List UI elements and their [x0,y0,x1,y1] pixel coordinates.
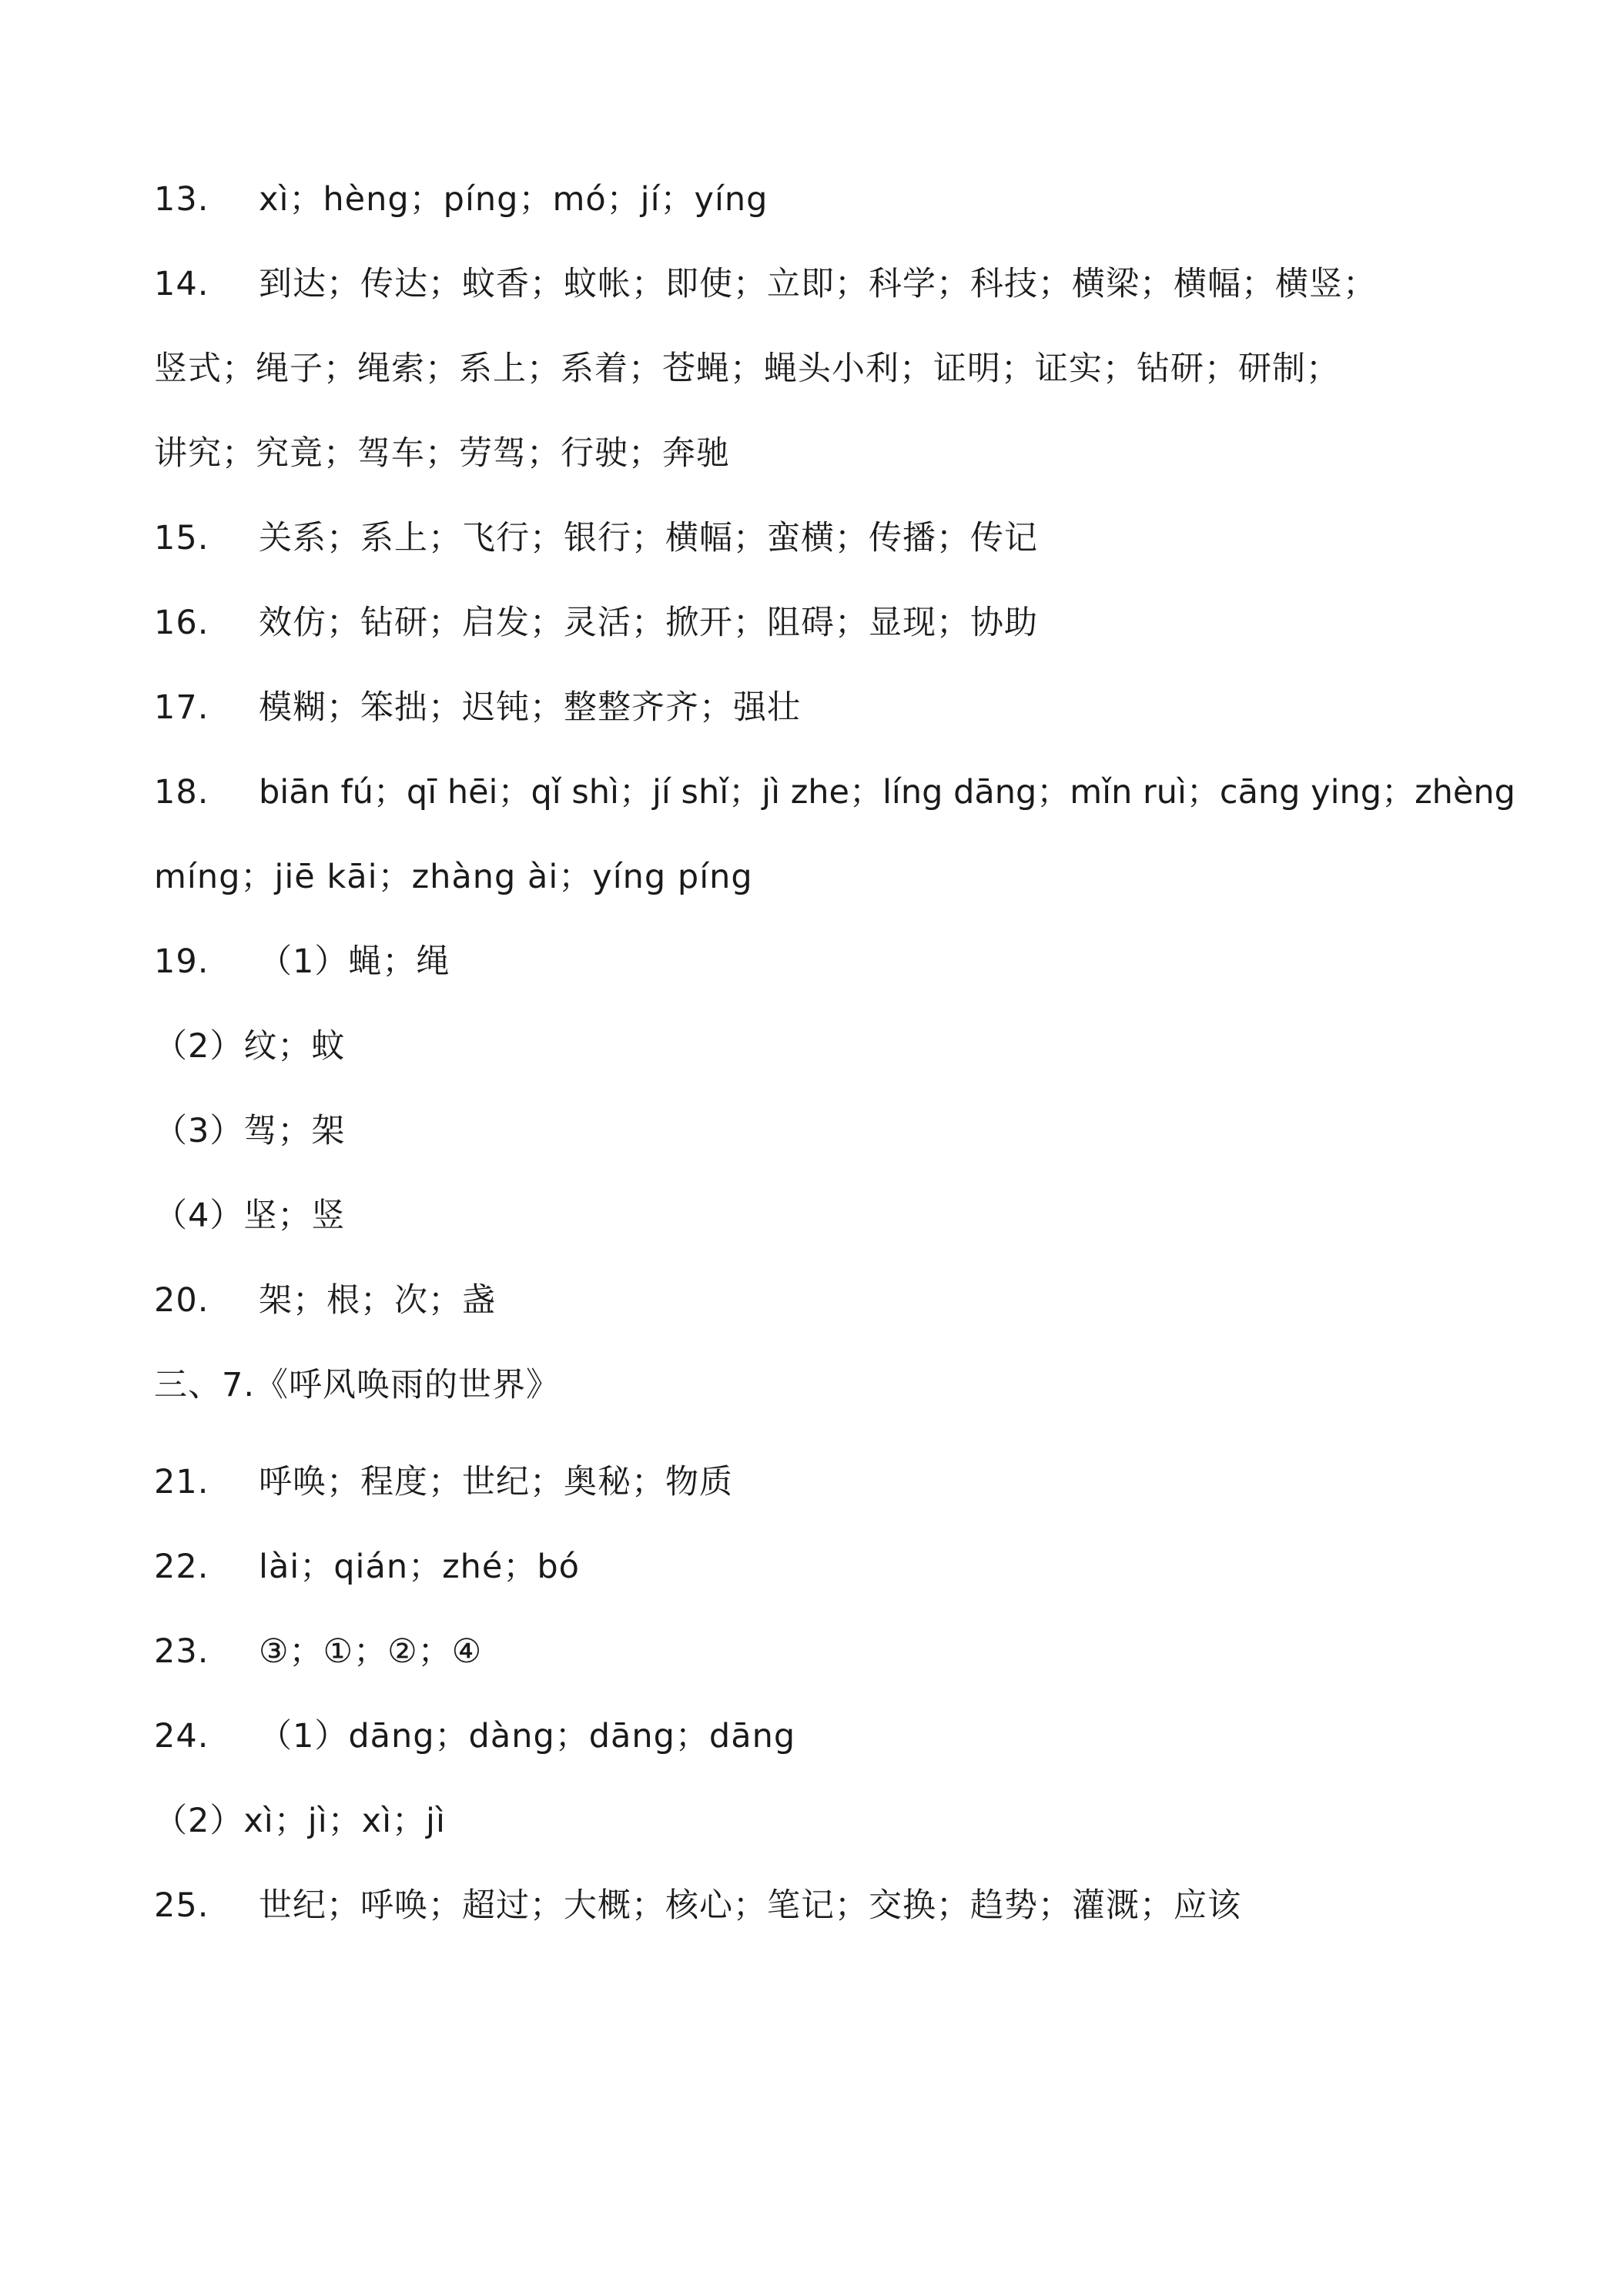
answer-14-line-3 [154,427,1478,480]
answer-text: （4）坚；竖 [154,1197,346,1235]
item-number: 20. [154,1281,209,1320]
item-number: 23. [154,1632,209,1671]
answer-18-line-1 [154,765,1515,819]
answer-14-line-2 [154,342,1478,396]
item-number: 25. [154,1886,209,1925]
answer-15 [154,511,1478,565]
answer-text: 世纪；呼唤；超过；大概；核心；笔记；交换；趋势；灌溉；应该 [259,1886,1241,1925]
item-number: 16. [154,604,209,642]
answer-24-line-2 [154,1794,1478,1848]
item-number: 15. [154,519,209,557]
answer-text: （1）dāng；dàng；dāng；dāng [259,1717,796,1755]
item-number: 14. [154,265,209,303]
answer-text: （2）xì；jì；xì；jì [154,1802,446,1840]
answer-25 [154,1879,1478,1933]
answer-22 [154,1540,1478,1594]
answer-14-line-1 [154,257,1478,311]
item-number: 13. [154,180,209,219]
answer-13 [154,172,1478,226]
answer-text: （3）驾；架 [154,1112,346,1150]
section-title: 三、7.《呼风唤雨的世界》 [154,1366,561,1404]
answer-text: （2）纹；蚊 [154,1027,346,1066]
answer-17 [154,681,1478,735]
item-number: 19. [154,942,209,981]
item-number: 18. [154,773,209,812]
answer-21 [154,1455,1478,1509]
answer-19-line-2 [154,1019,1478,1073]
answer-19-line-3 [154,1104,1478,1158]
answer-19-line-1 [154,935,1478,989]
section-heading [154,1358,1478,1412]
answer-text: 讲究；究竟；驾车；劳驾；行驶；奔驰 [154,434,730,473]
answer-20 [154,1274,1478,1327]
answer-text: 竖式；绳子；绳索；系上；系着；苍蝇；蝇头小利；证明；证实；钻研；研制； [154,350,1340,388]
answer-text: xì；hèng；píng；mó；jí；yíng [259,180,768,219]
item-number: 24. [154,1717,209,1755]
answer-19-line-4 [154,1189,1478,1243]
answer-text: 模糊；笨拙；迟钝；整整齐齐；强壮 [259,688,801,727]
answer-18-line-2 [154,850,1478,904]
answer-text: 到达；传达；蚊香；蚊帐；即使；立即；科学；科技；横梁；横幅；横竖； [259,265,1377,303]
answer-text: 呼唤；程度；世纪；奥秘；物质 [259,1463,733,1501]
item-number: 17. [154,688,209,727]
item-number: 21. [154,1463,209,1501]
answer-text: biān fú；qī hēi；qǐ shì；jí shǐ；jì zhe；líng dāng；mǐn ruì；cāng ying；zhèng [259,773,1515,812]
answer-24-line-1 [154,1709,1478,1763]
answer-text: míng；jiē kāi；zhàng ài；yíng píng [154,858,753,896]
answer-text: 关系；系上；飞行；银行；横幅；蛮横；传播；传记 [259,519,1038,557]
answer-text: （1）蝇；绳 [259,942,450,981]
answer-text: 架；根；次；盏 [259,1281,496,1320]
answer-text: 效仿；钻研；启发；灵活；掀开；阻碍；显现；协助 [259,604,1038,642]
answer-text: lài；qián；zhé；bó [259,1548,580,1586]
item-number: 22. [154,1548,209,1586]
answer-text: ③；①；②；④ [259,1632,483,1671]
answer-23 [154,1625,1478,1678]
answer-16 [154,596,1478,650]
